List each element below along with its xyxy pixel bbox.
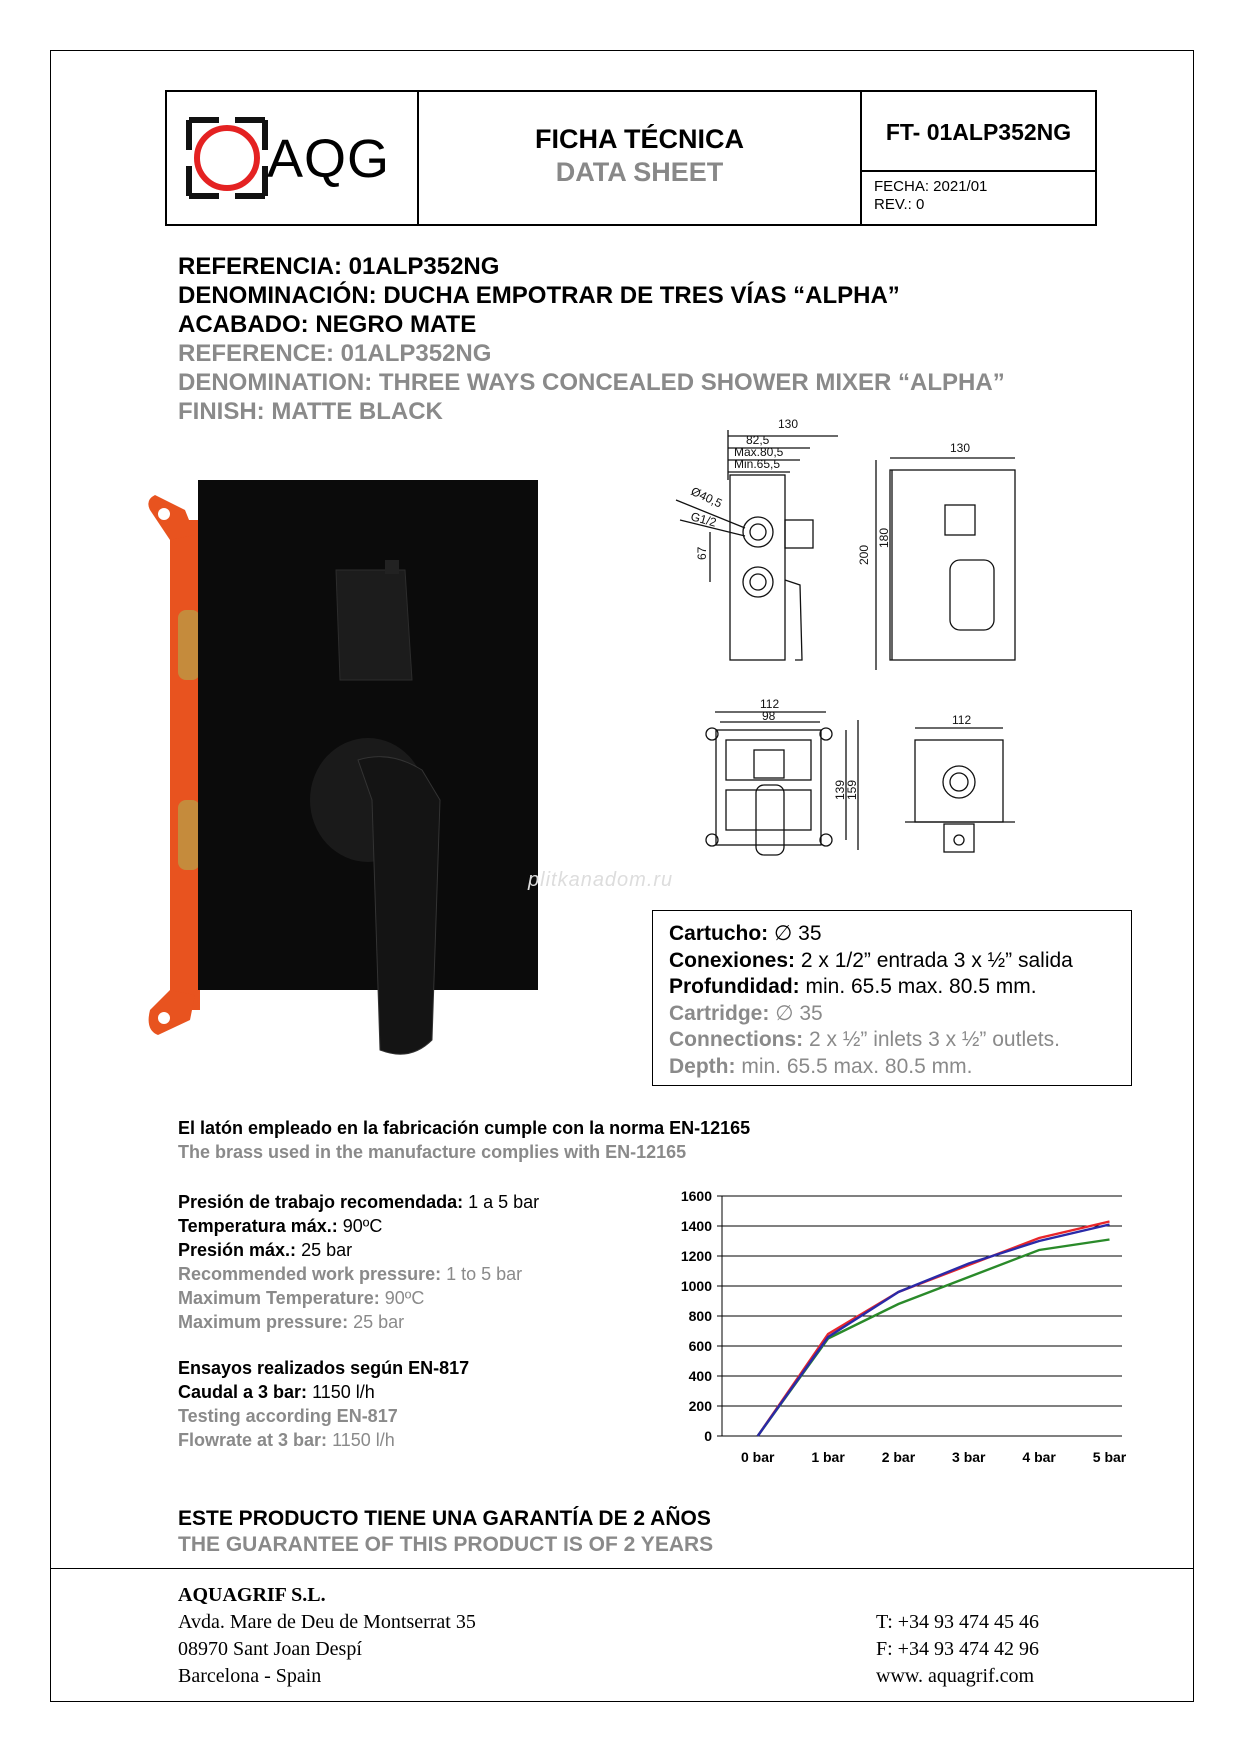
black-plate <box>198 480 538 990</box>
address-line-1: Avda. Mare de Deu de Montserrat 35 <box>178 1611 476 1633</box>
brass-statement <box>178 1116 750 1164</box>
tests-es: Ensayos realizados según EN-817 <box>178 1358 470 1378</box>
spec-depth-en: Depth: min. 65.5 max. 80.5 mm. <box>669 1054 973 1078</box>
y-tick-label: 1000 <box>680 1278 712 1294</box>
guarantee-es: ESTE PRODUCTO TIENE UNA GARANTÍA DE 2 AÑOS <box>178 1507 711 1530</box>
fin-es: ACABADO: NEGRO MATE <box>178 311 477 338</box>
dim-405: Ø40,5 <box>688 484 725 511</box>
company-contact <box>876 1609 1039 1690</box>
diverter-knob-icon <box>336 560 412 680</box>
y-tick-label: 600 <box>688 1338 712 1354</box>
title-es: FICHA TÉCNICA <box>535 124 744 154</box>
prop-max-temp-en: Maximum Temperature: 90ºC <box>178 1288 425 1308</box>
aqg-logo-icon <box>177 108 277 208</box>
spec-depth-es: Profundidad: min. 65.5 max. 80.5 mm. <box>669 975 1037 998</box>
y-tick-label: 400 <box>688 1368 712 1384</box>
x-tick-label: 2 bar <box>881 1449 916 1465</box>
y-tick-label: 1400 <box>680 1218 712 1234</box>
phone: T: +34 93 474 45 46 <box>876 1611 1040 1633</box>
den-es: DENOMINACIÓN: DUCHA EMPOTRAR DE TRES VÍAS “ALPHA” <box>178 282 900 309</box>
footer-rule <box>50 1568 1194 1569</box>
x-tick-label: 0 bar <box>740 1449 775 1465</box>
logo-text: AQG <box>267 129 391 189</box>
x-tick-label: 4 bar <box>1022 1449 1056 1465</box>
y-tick-label: 1600 <box>680 1188 712 1204</box>
technical-drawing <box>650 410 1210 870</box>
spec-box <box>652 910 1132 1086</box>
prop-work-pressure-es: Presión de trabajo recomendada: 1 a 5 bar <box>178 1192 540 1212</box>
ref-es: REFERENCIA: 01ALP352NG <box>178 253 500 280</box>
dim-98: 98 <box>762 709 776 723</box>
address-line-2: 08970 Sant Joan Despí <box>178 1638 362 1660</box>
prop-max-pressure-en: Maximum pressure: 25 bar <box>178 1312 405 1332</box>
doc-date: FECHA: 2021/01 <box>874 178 988 195</box>
brass-en: The brass used in the manufacture complies with EN-12165 <box>178 1142 687 1162</box>
watermark: plitkanadom.ru <box>528 869 674 891</box>
doc-rev: REV.: 0 <box>874 196 925 213</box>
prop-max-temp-es: Temperatura máx.: 90ºC <box>178 1216 383 1236</box>
dim-130-top: 130 <box>778 417 799 431</box>
dim-825: 82,5 <box>746 433 770 447</box>
series-line-1 <box>758 1240 1110 1437</box>
tests-en: Testing according EN-817 <box>178 1406 398 1426</box>
dim-159: 159 <box>845 779 859 800</box>
x-tick-label: 5 bar <box>1092 1449 1127 1465</box>
guarantee-en: THE GUARANTEE OF THIS PRODUCT IS OF 2 YEARS <box>178 1533 714 1556</box>
company-name: AQUAGRIF S.L. <box>178 1584 326 1606</box>
y-tick-label: 0 <box>704 1428 712 1444</box>
spec-cartridge-es: Cartucho: ∅ 35 <box>669 922 822 945</box>
dim-67: 67 <box>695 546 709 560</box>
y-tick-label: 800 <box>688 1308 712 1324</box>
y-tick-label: 200 <box>688 1398 712 1414</box>
reference-block <box>178 252 1005 426</box>
tests <box>178 1356 469 1452</box>
dim-112-right: 112 <box>952 713 972 727</box>
website-link[interactable]: www. aquagrif.com <box>876 1665 1035 1687</box>
address-line-3: Barcelona - Spain <box>178 1665 322 1687</box>
header-table <box>165 90 1097 226</box>
title-cell <box>419 92 862 224</box>
fin-en: FINISH: MATTE BLACK <box>178 398 443 425</box>
dim-g12: G1/2 <box>689 509 718 530</box>
dim-112-left: 112 <box>760 697 780 711</box>
product-photo <box>140 470 560 1070</box>
logo-cell <box>167 92 419 224</box>
flowrate-es: Caudal a 3 bar: 1150 l/h <box>178 1382 375 1402</box>
date-rev-cell <box>862 172 1095 224</box>
title-en: DATA SHEET <box>555 157 724 187</box>
properties <box>178 1190 539 1334</box>
prop-max-pressure-es: Presión máx.: 25 bar <box>178 1240 353 1260</box>
dim-130-front: 130 <box>950 441 971 455</box>
fax: F: +34 93 474 42 96 <box>876 1638 1039 1660</box>
mounting-box-icon <box>148 495 200 1035</box>
x-tick-label: 1 bar <box>811 1449 845 1465</box>
flow-chart <box>660 1184 1140 1484</box>
dim-139: 139 <box>833 779 847 800</box>
doc-code: FT- 01ALP352NG <box>862 92 1095 172</box>
series-line-0 <box>758 1222 1110 1437</box>
ref-en: REFERENCE: 01ALP352NG <box>178 340 492 367</box>
flowrate-en: Flowrate at 3 bar: 1150 l/h <box>178 1430 395 1450</box>
prop-work-pressure-en: Recommended work pressure: 1 to 5 bar <box>178 1264 523 1284</box>
dim-200: 200 <box>857 544 871 565</box>
spec-cartridge-en: Cartridge: ∅ 35 <box>669 1001 823 1025</box>
brass-es: El latón empleado en la fabricación cumple con la norma EN-12165 <box>178 1118 751 1138</box>
dim-min655: Min.65,5 <box>734 457 781 471</box>
x-tick-label: 3 bar <box>952 1449 986 1465</box>
den-en: DENOMINATION: THREE WAYS CONCEALED SHOWER MIXER “ALPHA” <box>178 369 1005 396</box>
spec-conn-es: Conexiones: 2 x 1/2” entrada 3 x ½” salida <box>669 948 1073 972</box>
dim-180: 180 <box>877 527 891 548</box>
company-address <box>178 1582 476 1690</box>
guarantee <box>178 1506 713 1558</box>
dim-max805: Max.80,5 <box>734 445 784 459</box>
spec-conn-en: Connections: 2 x ½” inlets 3 x ½” outlets. <box>669 1028 1060 1051</box>
y-tick-label: 1200 <box>680 1248 712 1264</box>
